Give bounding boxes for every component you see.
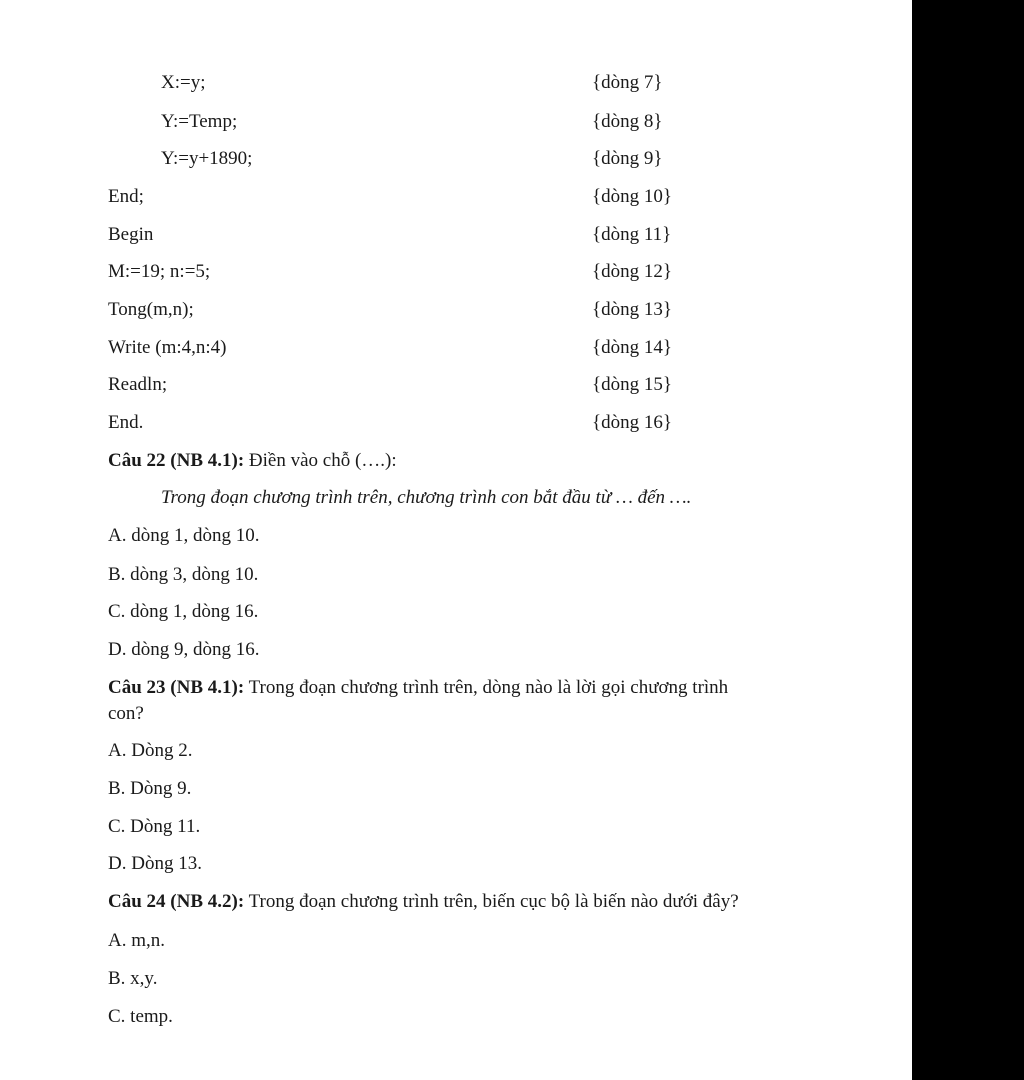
question-22-prompt: Trong đoạn chương trình trên, chương trình con bắt đầu từ … đến ….: [161, 487, 692, 508]
question-22-option-d: D. dòng 9, dòng 16.: [108, 639, 260, 660]
question-23-text-continued: con?: [108, 703, 144, 724]
code-statement: Begin: [108, 224, 154, 245]
question-24-option-a: A. m,n.: [108, 930, 165, 951]
code-statement: Tong(m,n);: [108, 299, 194, 320]
question-22-option-b: B. dòng 3, dòng 10.: [108, 564, 259, 585]
code-statement: X:=y;: [161, 72, 206, 93]
question-23-title: Câu 23 (NB 4.1):: [108, 677, 245, 698]
code-statement: Write (m:4,n:4): [108, 337, 227, 358]
line-label: {dòng 10}: [592, 186, 672, 207]
code-statement: Readln;: [108, 374, 168, 395]
line-label: {dòng 9}: [592, 148, 663, 169]
code-statement: Y:=y+1890;: [161, 148, 253, 169]
question-22-text: Điền vào chỗ (….):: [244, 450, 397, 471]
question-24-title: Câu 24 (NB 4.2):: [108, 891, 245, 912]
question-23-option-d: D. Dòng 13.: [108, 853, 202, 874]
question-22-title: Câu 22 (NB 4.1):: [108, 450, 245, 471]
line-label: {dòng 7}: [592, 72, 663, 93]
question-22: [108, 449, 397, 473]
line-label: {dòng 8}: [592, 111, 663, 132]
question-24-text: Trong đoạn chương trình trên, biến cục bộ là biến nào dưới đây?: [244, 891, 739, 912]
question-22-option-c: C. dòng 1, dòng 16.: [108, 601, 259, 622]
code-statement: End.: [108, 412, 144, 433]
line-label: {dòng 16}: [592, 412, 672, 433]
line-label: {dòng 15}: [592, 374, 672, 395]
question-23: [108, 676, 728, 700]
question-22-option-a: A. dòng 1, dòng 10.: [108, 525, 260, 546]
question-23-option-b: B. Dòng 9.: [108, 778, 192, 799]
line-label: {dòng 12}: [592, 261, 672, 282]
question-24-option-b: B. x,y.: [108, 968, 158, 989]
question-23-option-a: A. Dòng 2.: [108, 740, 193, 761]
line-label: {dòng 11}: [592, 224, 672, 245]
line-label: {dòng 14}: [592, 337, 672, 358]
code-statement: M:=19; n:=5;: [108, 261, 211, 282]
line-label: {dòng 13}: [592, 299, 672, 320]
question-24: [108, 890, 739, 914]
question-24-option-c: C. temp.: [108, 1006, 173, 1027]
question-23-text: Trong đoạn chương trình trên, dòng nào là lời gọi chương trình: [244, 677, 729, 698]
code-statement: Y:=Temp;: [161, 111, 238, 132]
question-23-option-c: C. Dòng 11.: [108, 816, 201, 837]
code-statement: End;: [108, 186, 144, 207]
